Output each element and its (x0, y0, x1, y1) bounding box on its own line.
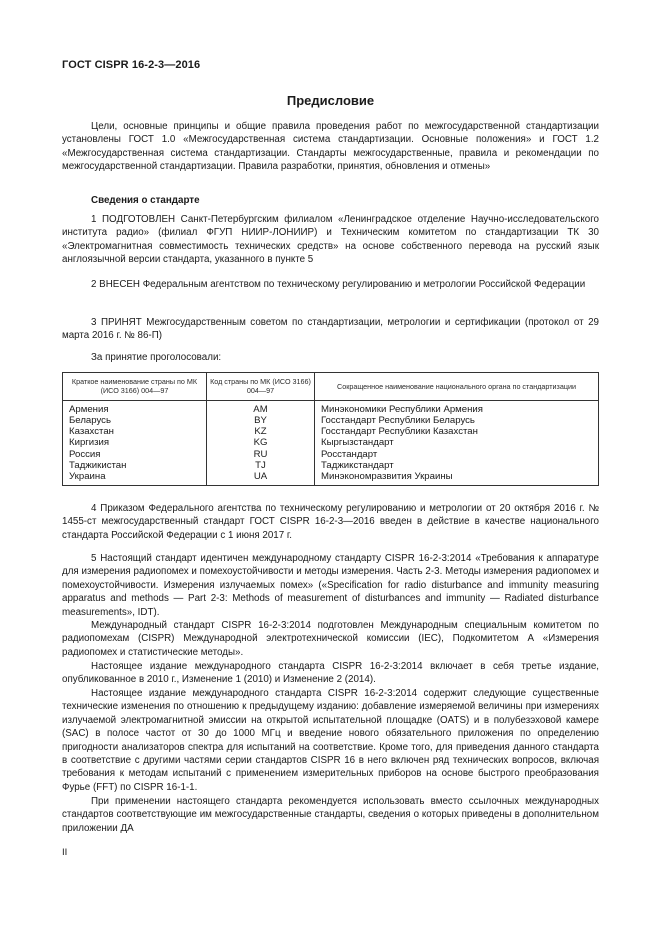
table-row (63, 471, 599, 486)
code-cell: BY (207, 415, 315, 426)
table-row (63, 400, 599, 415)
section-heading: Сведения о стандарте (91, 195, 200, 206)
code-cell: UA (207, 471, 315, 486)
table-row (63, 449, 599, 460)
header-country: Краткое наименование страны по МК (ИСО 3166) 004—97 (63, 373, 207, 401)
edition-contents-paragraph: Настоящее издание международного стандарта CISPR 16-2-3:2014 включает в себя третье издание, опубликованное в 2010 г., Изменение 1 (2010) и Изменение 2 (2014). (62, 661, 599, 686)
application-note-paragraph: При применении настоящего стандарта рекомендуется использовать вместо ссылочных международных стандартов соответствующие им межгосударственные стандарты, сведения о которых приведены в дополнительном приложении ДА (62, 796, 599, 834)
document-header-code: ГОСТ CISPR 16-2-3—2016 (62, 59, 201, 71)
country-cell: Киргизия (63, 437, 207, 448)
country-cell: Украина (63, 471, 207, 486)
cispr-preparation-paragraph: Международный стандарт CISPR 16-2-3:2014 подготовлен Международным специальным комитетом по радиопомехам (CISPR) Международной электротехнической комиссии (IEC), Подкомитетом А «Измерения радиопомех и статистические методы». (62, 620, 599, 658)
code-cell: KZ (207, 426, 315, 437)
vote-intro: За принятие проголосовали: (91, 352, 222, 363)
page-title: Предисловие (286, 93, 375, 108)
page-number: II (62, 847, 68, 858)
body-cell: Таджикстандарт (315, 460, 599, 471)
header-national-body: Сокращенное наименование национального органа по стандартизации (315, 373, 599, 401)
country-cell: Таджикистан (63, 460, 207, 471)
code-cell: TJ (207, 460, 315, 471)
country-cell: Беларусь (63, 415, 207, 426)
header-country-code: Код страны по МК (ИСО 3166) 004—97 (207, 373, 315, 401)
table-row (63, 460, 599, 471)
vote-table (62, 372, 599, 486)
body-cell: Госстандарт Республики Казахстан (315, 426, 599, 437)
item-5-paragraph: 5 Настоящий стандарт идентичен международному стандарту CISPR 16-2-3:2014 «Требования к аппаратуре для измерения радиопомех и помехоустойчивости и методы измерения. Часть 2-3. Методы измерения радиопомех и помехоустойчивости. Измерения излучаемых помех» («Specification for radio disturbance and immunity measuring apparatus and methods — Part 2-3: Methods of measurement of disturbances and immunity — Radiated disturbance measurements», IDT). (62, 553, 599, 618)
body-cell: Минэкономики Республики Армения (315, 400, 599, 415)
item-4-paragraph: 4 Приказом Федерального агентства по техническому регулированию и метрологии от 20 октября 2016 г. № 1455-ст межгосударственный стандарт ГОСТ CISPR 16-2-3—2016 введен в действие в качестве национального стандарта Российской Федерации с 1 июня 2017 г. (62, 503, 599, 541)
country-cell: Россия (63, 449, 207, 460)
body-cell: Кыргызстандарт (315, 437, 599, 448)
technical-changes-paragraph: Настоящее издание международного стандарта CISPR 16-2-3:2014 содержит следующие существенные технические изменения по отношению к предыдущему изданию: добавление измеряемой величины при измерениях излучаемой электромагнитной эмиссии на открытой испытательной площадке (OATS) и в полубезэховой камере (SAC) в полосе частот от 30 до 1000 МГц и введение нового обязательного приложения по определению пригодности анализаторов спектра для испытаний на соответствие. Кроме того, для приведения данного стандарта в соответствие с другими частями серии стандартов CISPR 16 в него включен ряд технических вопросов, включая требования к методам испытаний с применением измерительных приборов на основе быстрого преобразования Фурье (FFT) по CISPR 16-1-1. (62, 688, 599, 793)
item-1-paragraph: 1 ПОДГОТОВЛЕН Санкт-Петербургским филиалом «Ленинградское отделение Научно-исследовательского института радио» (филиал ФГУП НИИР-ЛОНИИР) и Техническим комитетом по стандартизации ТК 30 «Электромагнитная совместимость технических средств» на основе собственного перевода на русский язык англоязычной версии стандарта, указанного в пункте 5 (62, 214, 599, 266)
table-row (63, 437, 599, 448)
table-row (63, 415, 599, 426)
table-row (63, 426, 599, 437)
code-cell: AM (207, 400, 315, 415)
code-cell: KG (207, 437, 315, 448)
code-cell: RU (207, 449, 315, 460)
vote-table-header-row (63, 373, 599, 401)
body-cell: Минэкономразвития Украины (315, 471, 599, 486)
item-2-paragraph: 2 ВНЕСЕН Федеральным агентством по техническому регулированию и метрологии Российской Федерации (91, 279, 586, 290)
body-cell: Госстандарт Республики Беларусь (315, 415, 599, 426)
country-cell: Армения (63, 400, 207, 415)
intro-paragraph: Цели, основные принципы и общие правила проведения работ по межгосударственной стандартизации установлены ГОСТ 1.0 «Межгосударственная система стандартизации. Основные положения» и ГОСТ 1.2 «Межгосударственная система стандартизации. Стандарты межгосударственные, правила и рекомендации по межгосударственной стандартизации. Правила разработки, принятия, обновления и отмены» (62, 121, 599, 173)
item-3-paragraph: 3 ПРИНЯТ Межгосударственным советом по стандартизации, метрологии и сертификации (протокол от 29 марта 2016 г. № 86-П) (62, 317, 599, 342)
country-cell: Казахстан (63, 426, 207, 437)
body-cell: Росстандарт (315, 449, 599, 460)
